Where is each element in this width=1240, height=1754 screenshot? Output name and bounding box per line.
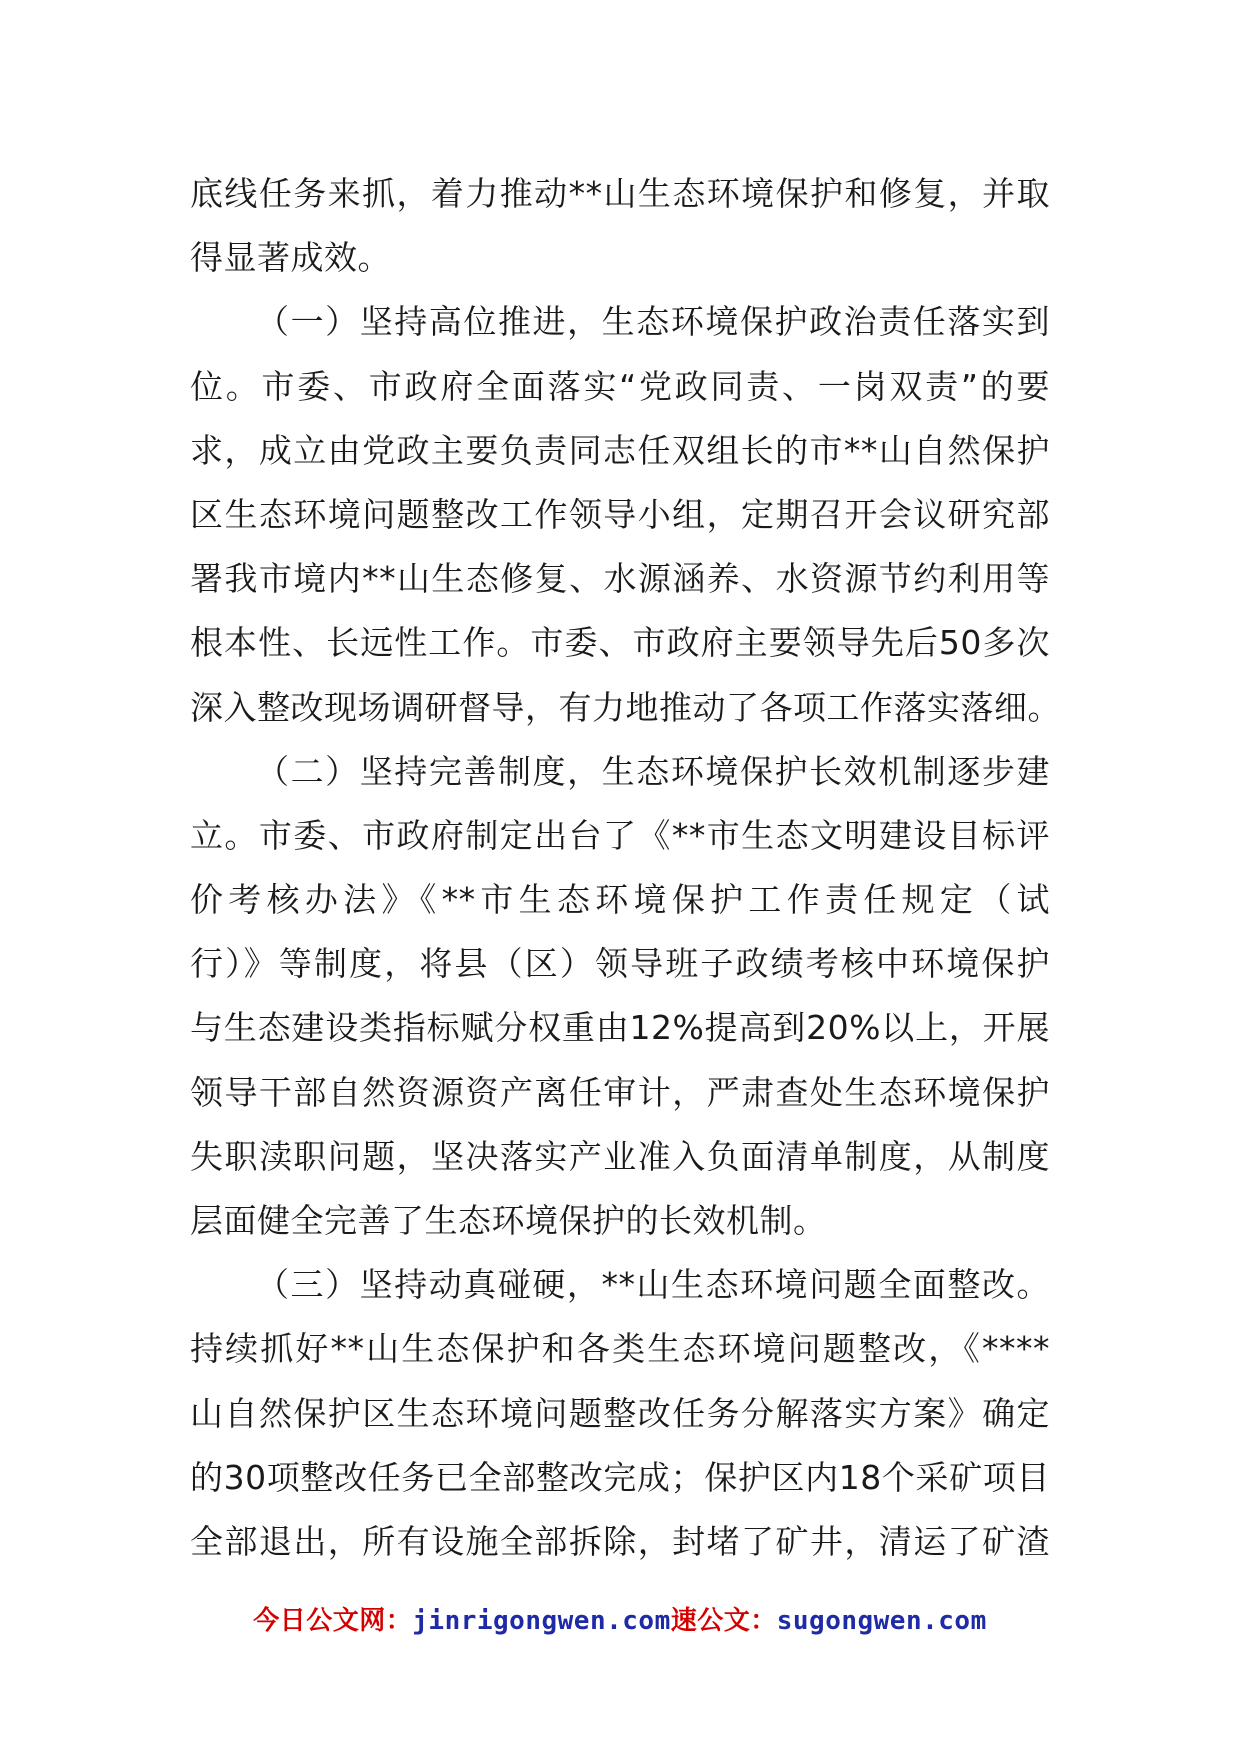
footer-label-1: 今日公文网： xyxy=(253,1606,413,1636)
text-line: （三）坚持动真碰硬，**山生态环境问题全面整改。 xyxy=(256,1265,1050,1305)
text-line: 根本性、长远性工作。市委、市政府主要领导先后50多次 xyxy=(190,623,1050,663)
text-line: 全部退出，所有设施全部拆除，封堵了矿井，清运了矿渣 xyxy=(190,1521,1050,1561)
text-line: 立。市委、市政府制定出台了《**市生态文明建设目标评 xyxy=(190,815,1050,855)
footer-link-2[interactable]: sugongwen.com xyxy=(776,1606,987,1636)
text-line: 得显著成效。 xyxy=(190,238,391,278)
text-line: 山自然保护区生态环境问题整改任务分解落实方案》确定 xyxy=(190,1393,1050,1433)
text-line: 领导干部自然资源资产离任审计，严肃查处生态环境保护 xyxy=(190,1072,1050,1112)
text-line: 行）》等制度，将县（区）领导班子政绩考核中环境保护 xyxy=(190,944,1050,984)
document-body xyxy=(190,162,1061,1574)
text-line: 价考核办法》《**市生态环境保护工作责任规定（试 xyxy=(190,880,1050,920)
text-line: 深入整改现场调研督导，有力地推动了各项工作落实落细。 xyxy=(190,687,1061,727)
text-line: 失职渎职问题，坚决落实产业准入负面清单制度，从制度 xyxy=(190,1136,1050,1176)
text-line: 署我市境内**山生态修复、水源涵养、水资源节约利用等 xyxy=(190,559,1050,599)
text-line: 与生态建设类指标赋分权重由12%提高到20%以上，开展 xyxy=(190,1008,1050,1048)
text-line: （二）坚持完善制度，生态环境保护长效机制逐步建 xyxy=(256,751,1050,791)
footer-link-1[interactable]: jinrigongwen.com xyxy=(412,1606,671,1636)
footer-watermark xyxy=(0,1600,1240,1637)
text-line: 层面健全完善了生态环境保护的长效机制。 xyxy=(190,1201,827,1240)
text-line: 求，成立由党政主要负责同志任双组长的市**山自然保护 xyxy=(190,430,1050,470)
text-line: 位。市委、市政府全面落实“党政同责、一岗双责”的要 xyxy=(190,366,1050,406)
footer-label-2: 速公文： xyxy=(670,1606,777,1636)
text-line: 区生态环境问题整改工作领导小组，定期召开会议研究部 xyxy=(190,494,1050,534)
text-line: （一）坚持高位推进，生态环境保护政治责任落实到 xyxy=(256,302,1050,342)
text-line: 的30项整改任务已全部整改完成；保护区内18个采矿项目 xyxy=(190,1457,1050,1497)
text-line: 持续抓好**山生态保护和各类生态环境问题整改，《**** xyxy=(190,1329,1050,1369)
text-line: 底线任务来抓，着力推动**山生态环境保护和修复，并取 xyxy=(190,174,1050,213)
